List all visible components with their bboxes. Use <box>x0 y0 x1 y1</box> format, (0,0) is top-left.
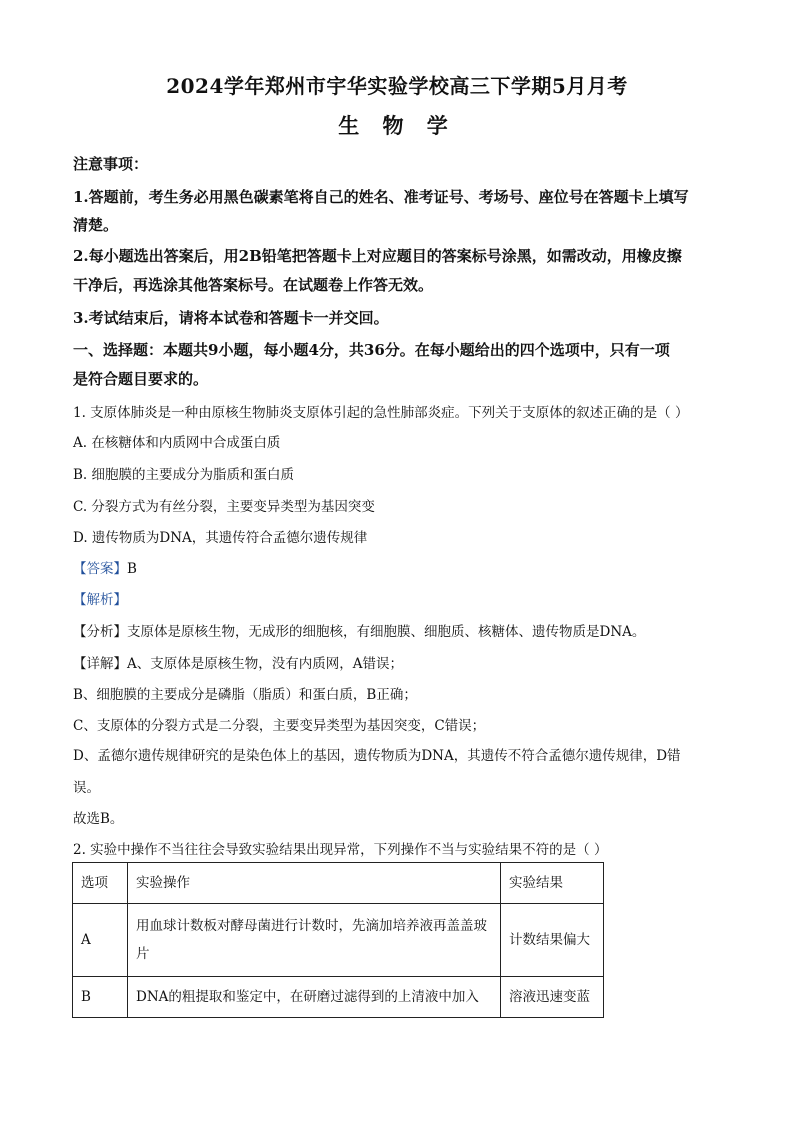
table-cell: 溶液迅速变蓝 <box>501 977 604 1018</box>
table-header-cell: 实验结果 <box>501 863 604 904</box>
q1-stem: 1. 支原体肺炎是一种由原核生物肺炎支原体引起的急性肺部炎症。下列关于支原体的叙述正确的是（ ） <box>73 405 689 421</box>
section-heading-line-1: 一、选择题：本题共9小题，每小题4分，共36分。在每小题给出的四个选项中，只有一项 <box>73 341 670 359</box>
q2-stem: 2. 实验中操作不当往往会导致实验结果出现异常，下列操作不当与实验结果不符的是（ ） <box>73 842 608 858</box>
notice-item-3: 3.考试结束后，请将本试卷和答题卡一并交回。 <box>73 309 389 327</box>
q1-xiangjie-c: C、支原体的分裂方式是二分裂，主要变异类型为基因突变，C错误； <box>73 718 486 734</box>
answer-tag: 【答案】 <box>73 561 127 577</box>
q1-option-c: C. 分裂方式为有丝分裂，主要变异类型为基因突变 <box>73 499 375 515</box>
section-heading-line-2: 是符合题目要求的。 <box>73 370 209 388</box>
notice-item-2-line-2: 干净后，再选涂其他答案标号。在试题卷上作答无效。 <box>73 276 434 294</box>
notice-item-1-line-2: 清楚。 <box>73 216 119 234</box>
table-header-cell: 选项 <box>73 863 128 904</box>
jiexi-tag: 【解析】 <box>73 592 127 608</box>
table-header-row <box>73 863 604 904</box>
q1-xiangjie-b: B、细胞膜的主要成分是磷脂（脂质）和蛋白质，B正确； <box>73 687 417 703</box>
q1-answer <box>73 557 137 577</box>
q1-option-b: B. 细胞膜的主要成分为脂质和蛋白质 <box>73 467 295 483</box>
q1-xiangjie-d-line-2: 误。 <box>73 780 100 796</box>
answer-value: B <box>127 561 137 577</box>
table-row <box>73 977 604 1018</box>
q1-xiangjie-a <box>73 652 403 672</box>
fenxi-text: 支原体是原核生物，无成形的细胞核，有细胞膜、细胞质、核糖体、遗传物质是DNA。 <box>127 624 646 640</box>
q1-fenxi <box>73 620 645 640</box>
table-cell: A <box>73 904 128 977</box>
xiangjie-tag: 【详解】 <box>73 656 127 672</box>
table-cell: DNA的粗提取和鉴定中，在研磨过滤得到的上清液中加入 <box>128 977 501 1018</box>
table-row <box>73 904 604 977</box>
exam-title: 2024学年郑州市宇华实验学校高三下学期5月月考 <box>166 74 628 98</box>
q2-table <box>72 862 604 1018</box>
notice-heading: 注意事项： <box>73 155 149 173</box>
q1-xiangjie-d-line-1: D、孟德尔遗传规律研究的是染色体上的基因，遗传物质为DNA，其遗传不符合孟德尔遗传规律，D错 <box>73 748 681 764</box>
notice-item-1-line-1: 1.答题前，考生务必用黑色碳素笔将自己的姓名、准考证号、考场号、座位号在答题卡上填写 <box>73 188 689 206</box>
fenxi-tag: 【分析】 <box>73 624 127 640</box>
notice-item-2-line-1: 2.每小题选出答案后，用2B铅笔把答题卡上对应题目的答案标号涂黑，如需改动，用橡皮擦 <box>73 247 682 265</box>
table-header-cell: 实验操作 <box>128 863 501 904</box>
table-cell: 计数结果偏大 <box>501 904 604 977</box>
q1-option-d: D. 遗传物质为DNA，其遗传符合孟德尔遗传规律 <box>73 530 368 546</box>
table-cell: B <box>73 977 128 1018</box>
xiangjie-a-text: A、支原体是原核生物，没有内质网，A错误； <box>127 656 403 672</box>
table-cell: 用血球计数板对酵母菌进行计数时，先滴加培养液再盖盖玻片 <box>128 904 501 977</box>
q1-conclusion: 故选B。 <box>73 811 124 827</box>
q1-option-a: A. 在核糖体和内质网中合成蛋白质 <box>73 435 281 451</box>
subject-title: 生 物 学 <box>338 113 456 138</box>
